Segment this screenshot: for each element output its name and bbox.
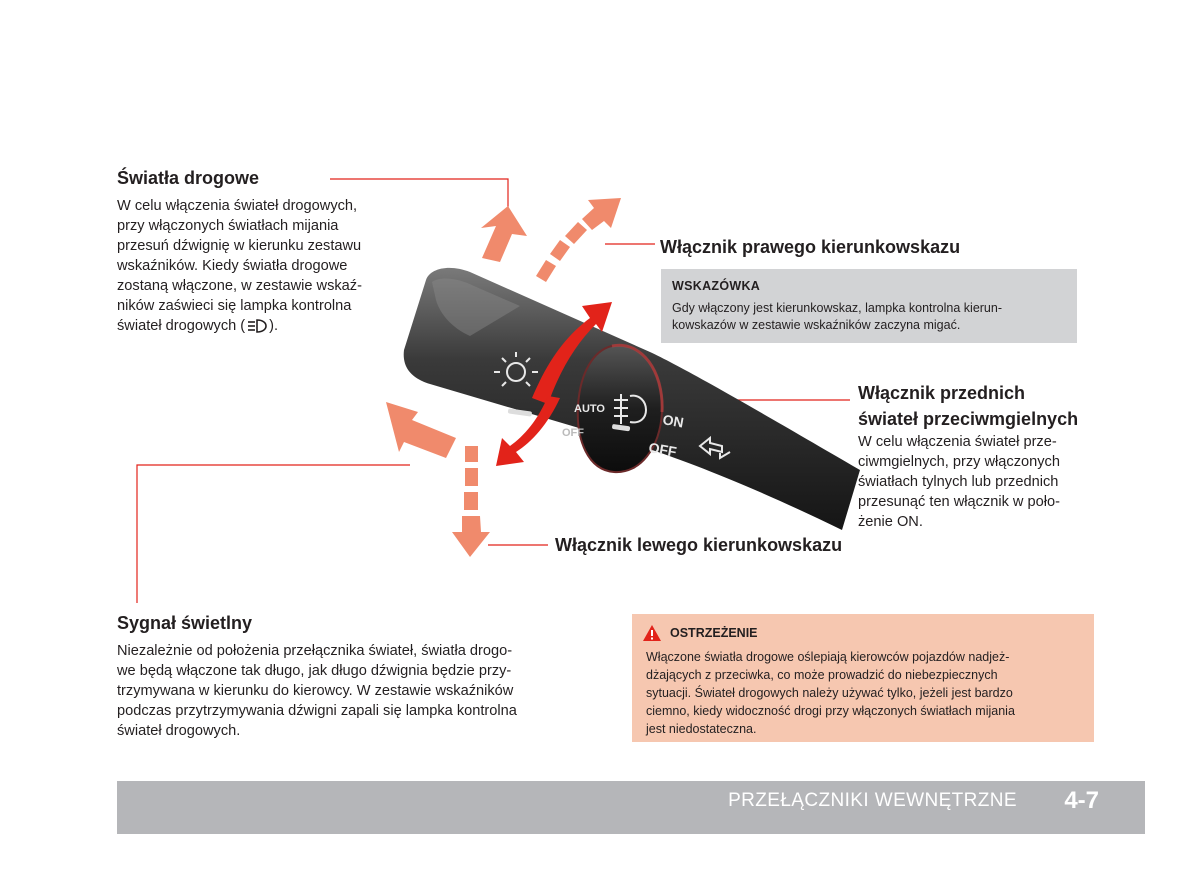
warning-title: OSTRZEŻENIE: [670, 626, 758, 640]
tip-box: [661, 269, 1077, 343]
fog-heading: [858, 380, 1108, 432]
text-line: przesuń dźwignię w kierunku zestawu: [117, 238, 362, 254]
text-line: ciwmgielnych, przy włączonych: [858, 454, 1060, 470]
text-line: W celu włączenia świateł drogowych,: [117, 198, 358, 214]
fog-text: [858, 432, 1102, 532]
section-title: PRZEŁĄCZNIKI WEWNĘTRZNE: [728, 790, 1017, 811]
text-segment: świateł drogowych (: [117, 318, 246, 334]
heading-line: Włącznik przednich: [858, 383, 1026, 403]
text-line: dżających z przeciwka, co może prowadzić do niebezpiecznych: [646, 668, 998, 682]
text-line: sytuacji. Świateł drogowych należy używać tylko, jeżeli jest bardzo: [646, 686, 1013, 700]
high-beam-arrow: [481, 206, 527, 262]
text-line: [117, 316, 397, 336]
left-turn-arrow: [452, 446, 490, 557]
warning-text: [642, 648, 1084, 738]
text-line: podczas przytrzymywania dźwigni zapali się lampka kontrolna: [117, 703, 517, 719]
text-line: ników zaświeci się lampka kontrolna: [117, 298, 352, 314]
right-turn-label: Włącznik prawego kierunkowskazu: [660, 237, 961, 257]
right-turn-arrow: [536, 198, 621, 282]
text-line: jest niedostateczna.: [646, 722, 757, 736]
text-line: W celu włączenia świateł prze-: [858, 434, 1057, 450]
text-line: we będą włączone tak długo, jak długo dźwignia będzie przy-: [117, 663, 512, 679]
tip-title: WSKAZÓWKA: [672, 279, 761, 293]
warning-header: [642, 624, 1084, 642]
ring-on-label: ON: [661, 411, 685, 431]
text-line: światłach tylnych lub przednich: [858, 474, 1059, 490]
text-line: przesunąć ten włącznik w poło-: [858, 494, 1060, 510]
text-line: świateł drogowych.: [117, 723, 241, 739]
flash-text: [117, 641, 579, 741]
page-footer: [117, 781, 1145, 834]
text-segment: ).: [269, 318, 279, 334]
text-line: zostaną włączone, w zestawie wskaź-: [117, 278, 362, 294]
text-line: przy włączonych światłach mijania: [117, 218, 339, 234]
text-line: Włączone światła drogowe oślepiają kierowców pojazdów nadjeż-: [646, 650, 1010, 664]
lever-mark-auto: AUTO: [574, 403, 605, 415]
lever-mark-off: OFF: [562, 427, 584, 439]
text-line: Gdy włączony jest kierunkowskaz, lampka kontrolna kierun-: [672, 301, 1002, 315]
text-line: kowskazów w zestawie wskaźników zaczyna migać.: [672, 318, 961, 332]
left-turn-label: Włącznik lewego kierunkowskazu: [555, 535, 843, 555]
tip-text: [672, 300, 1066, 334]
text-line: trzymywana w kierunku do kierowcy. W zestawie wskaźników: [117, 683, 514, 699]
high-beam-text: [117, 196, 397, 336]
text-line: żenie ON.: [858, 514, 923, 530]
text-line: wskaźników. Kiedy światła drogowe: [117, 258, 348, 274]
text-line: ciemno, kiedy widoczność drogi przy włączonych światłach mijania: [646, 704, 1015, 718]
warning-box: [632, 614, 1094, 742]
page-number: 4-7: [1064, 787, 1099, 814]
flash-heading: Sygnał świetlny: [117, 613, 253, 633]
flash-arrow: [386, 402, 456, 458]
leader-flash: [137, 465, 410, 603]
high-beam-indicator-icon: [246, 318, 268, 334]
text-line: Niezależnie od położenia przełącznika świateł, światła drogo-: [117, 643, 513, 659]
ring-off-label: OFF: [647, 439, 678, 460]
warning-triangle-icon: [642, 624, 662, 642]
high-beam-heading: Światła drogowe: [117, 168, 260, 188]
heading-line: świateł przeciwmgielnych: [858, 409, 1079, 429]
